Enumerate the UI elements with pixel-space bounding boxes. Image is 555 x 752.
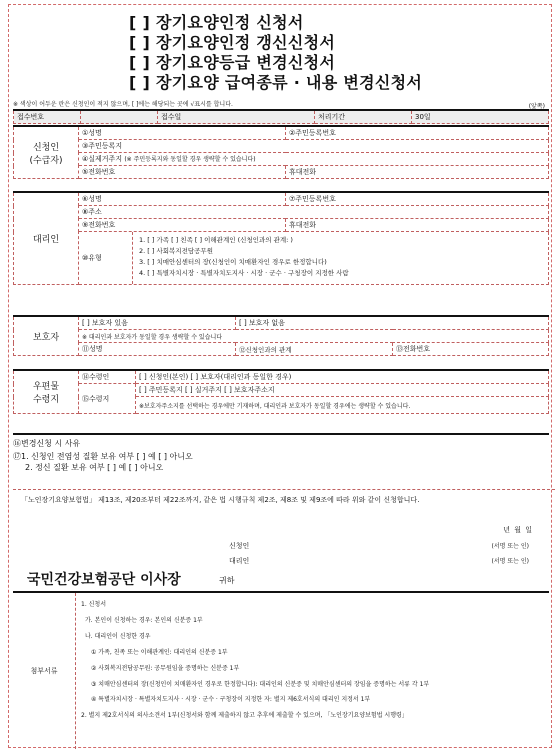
agent-label: 대리인 [14,192,79,285]
guardian-label: 보호자 [14,316,79,356]
title-line-3: [ ] 장기요양등급 변경신청서 [129,53,336,72]
legal-statement: 「노인장기요양보험법」 제13조, 제20조부터 제22조까지, 같은 법 시행규칙 제2조, 제8조 및 제9조에 따라 위와 같이 신청합니다. [13,489,555,507]
attachments-label: 첨부서류 [13,593,76,749]
mental-disease-question[interactable]: 2. 정신 질환 보유 여부 [ ] 예 [ ] 아니오 [25,463,164,472]
live-address-note: (※ 주민등록지와 동일할 경우 생략할 수 있습니다) [124,156,256,163]
infectious-disease-question[interactable]: ⑰1. 신청인 전염성 질환 보유 여부 [ ] 예 [ ] 아니오 [13,452,193,461]
title-line-2: [ ] 장기요양인정 갱신신청서 [129,33,336,52]
attachment-line: ④ 특별자치시장 · 특별자치도지사 · 시장 · 군수 · 구청장이 지정한 자: 별지 제6호서식의 대리인 지정서 1부 [91,696,371,703]
live-address-label: ④실제거주지 [82,155,123,163]
attachment-line: 가. 본인이 신청하는 경우: 본인의 신분증 1부 [85,617,203,624]
attachment-line: 2. 별지 제2호서식의 의사소견서 1부(신청서와 함께 제출하지 않고 추후에 제출할 수 있으며, 「노인장기요양보험법 시행령」 [81,712,408,719]
application-date[interactable]: 년 월 일 [503,526,533,534]
top-note: ※ 색상이 어두운 란은 신청인이 적지 않으며, [ ]에는 해당되는 곳에 √표시를 합니다. [13,101,233,108]
agent-type-option-1[interactable]: 1. [ ] 가족 [ ] 친족 [ ] 이해관계인 (신청인과의 관계: ) [139,236,293,244]
guardian-phone-field[interactable]: ⑬전화번호 [393,343,549,356]
applicant-sign-field[interactable]: (서명 또는 인) [491,543,529,550]
mail-receiver-table [13,369,549,414]
agent-name-field[interactable]: ⑥성명 [79,192,286,206]
applicant-label: 신청인 (수급자) [14,126,79,179]
agent-sign-field[interactable]: (서명 또는 인) [491,558,529,565]
attachment-line: ① 가족, 친족 또는 이해관계인: 대리인의 신분증 1부 [91,649,228,656]
applicant-mobile-field[interactable]: 휴대전화 [286,166,549,179]
receiver-place-note: ※보호자주소지를 선택하는 경우에만 기재하며, 대리인과 보호자가 동일할 경우에는 생략할 수 있습니다. [136,397,549,414]
attachment-line: 1. 신청서 [81,601,107,608]
agent-mobile-field[interactable]: 휴대전화 [286,219,549,232]
period-value: 30일 [412,110,549,124]
applicant-rrn-field[interactable]: ②주민등록번호 [286,126,549,140]
guardian-note: ※ 대리인과 보호자가 동일할 경우 생략할 수 있습니다 [79,330,549,343]
form-titles [9,13,551,93]
receiver-place-options[interactable]: [ ] 주민등록지 [ ] 실거주지 [ ] 보호자주소지 [136,384,549,397]
agent-rrn-field[interactable]: ⑦주민등록번호 [286,192,549,206]
change-reason-section [13,433,549,473]
receipt-date-label: 접수일 [158,110,315,124]
attachment-line: ③ 치매안심센터의 장(신청인이 치매환자인 경우로 한정합니다): 대리인의 신분증 및 치매안심센터의 장임을 증명하는 서류 각 1부 [91,681,430,688]
guardian-name-field[interactable]: ⑪성명 [79,343,236,356]
agent-type-cell [79,232,549,285]
title-line-4: [ ] 장기요양 급여종류 · 내용 변경신청서 [129,73,423,92]
page-side-label: (앞쪽) [528,103,545,110]
change-reason-title: ⑯변경신청 시 사유 [13,439,81,448]
attachment-line: ② 사회복지전담공무원: 공무원임을 증명하는 신분증 1부 [91,665,240,672]
period-label: 처리기간 [315,110,412,124]
receiver-who-label: ⑭수령인 [79,370,136,384]
applicant-sign-label: 신청인 [229,542,250,550]
agent-type-option-3[interactable]: 3. [ ] 치매안심센터의 장(신청인이 치매환자인 경우로 한정합니다) [139,258,327,266]
attachments-list [81,597,545,724]
applicant-table [13,125,549,179]
guardian-relation-field[interactable]: ⑫신청인과의 관계 [236,343,393,356]
agent-address-field[interactable]: ⑧주소 [79,206,549,219]
recipient-organization: 국민건강보험공단 이사장 [27,572,181,588]
receipt-no-label: 접수번호 [14,110,81,124]
attachments-section [13,591,549,749]
agent-type-label: ⑩유형 [79,232,133,284]
mail-receiver-label: 우편물 수령지 [14,370,79,414]
applicant-name-field[interactable]: ①성명 [79,126,286,140]
guardian-yes-option[interactable]: [ ] 보호자 있음 [79,316,236,330]
application-form [8,4,552,748]
applicant-live-address-field[interactable] [79,153,549,166]
receiver-place-label: ⑮수령지 [79,384,136,414]
agent-type-option-2[interactable]: 2. [ ] 사회복지전담공무원 [139,247,213,255]
receipt-table [13,109,549,124]
recipient-suffix: 귀하 [219,576,235,585]
agent-sign-label: 대리인 [229,557,250,565]
applicant-reg-address-field[interactable]: ③주민등록지 [79,140,549,153]
applicant-phone-field[interactable]: ⑤전화번호 [79,166,286,179]
guardian-no-option[interactable]: [ ] 보호자 없음 [236,316,549,330]
receiver-who-options[interactable]: [ ] 신청인(본인) [ ] 보호자(대리인과 동일한 경우) [136,370,549,384]
agent-phone-field[interactable]: ⑨전화번호 [79,219,286,232]
guardian-table [13,315,549,356]
agent-type-option-4[interactable]: 4. [ ] 특별자치시장 · 특별자치도지사 · 시장 · 군수 · 구청장이 지정한 사람 [139,269,349,277]
agent-type-options [133,232,355,284]
title-line-1: [ ] 장기요양인정 신청서 [129,13,304,32]
agent-table [13,191,549,285]
attachment-line: 나. 대리인이 신청한 경우 [85,633,151,640]
